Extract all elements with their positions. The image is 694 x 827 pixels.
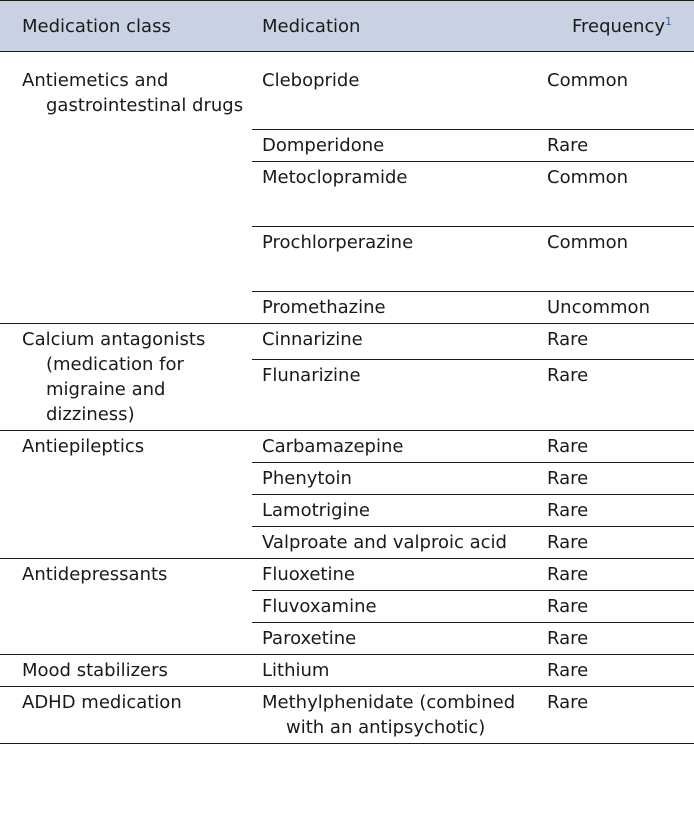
frequency-cell: Rare xyxy=(537,527,694,559)
medication-cell: Promethazine xyxy=(252,292,537,324)
medication-cell xyxy=(252,687,537,744)
medication-cell: Phenytoin xyxy=(252,463,537,495)
header-row xyxy=(0,1,694,52)
medication-label: Methylphenidate (combined with an antipsychotic) xyxy=(262,692,516,738)
medication-cell: Fluoxetine xyxy=(252,559,537,591)
table-row xyxy=(0,687,694,744)
class-cell xyxy=(0,52,252,324)
frequency-cell: Rare xyxy=(537,591,694,623)
frequency-cell: Common xyxy=(537,227,694,292)
class-cell xyxy=(0,687,252,744)
medication-cell: Lithium xyxy=(252,655,537,687)
class-cell xyxy=(0,324,252,431)
header-frequency-label: Frequency xyxy=(572,15,665,37)
medication-cell: Flunarizine xyxy=(252,360,537,431)
medication-cell: Lamotrigine xyxy=(252,495,537,527)
table-row xyxy=(0,559,694,591)
medication-cell: Domperidone xyxy=(252,130,537,162)
frequency-cell: Rare xyxy=(537,130,694,162)
class-label: Antidepressants xyxy=(22,564,168,585)
frequency-footnote-marker: 1 xyxy=(665,14,672,28)
table-header xyxy=(0,1,694,52)
class-label: Antiepileptics xyxy=(22,436,145,457)
table-row xyxy=(0,655,694,687)
table-row xyxy=(0,431,694,463)
frequency-cell: Rare xyxy=(537,463,694,495)
frequency-cell: Rare xyxy=(537,559,694,591)
header-medication-class: Medication class xyxy=(0,1,252,52)
class-cell xyxy=(0,559,252,655)
frequency-cell: Rare xyxy=(537,495,694,527)
frequency-cell: Uncommon xyxy=(537,292,694,324)
header-frequency xyxy=(537,1,694,52)
header-medication: Medication xyxy=(252,1,537,52)
table-row xyxy=(0,324,694,360)
class-label: ADHD medication xyxy=(22,692,182,713)
table-row xyxy=(0,52,694,130)
frequency-cell: Rare xyxy=(537,655,694,687)
class-label: Antiemetics and gastrointestinal drugs xyxy=(22,70,244,116)
medication-cell: Clebopride xyxy=(262,70,360,91)
frequency-cell: Rare xyxy=(537,687,694,744)
frequency-cell: Common xyxy=(537,162,694,227)
class-label: Mood stabilizers xyxy=(22,660,168,681)
medication-cell: Prochlorperazine xyxy=(252,227,537,292)
medication-cell: Fluvoxamine xyxy=(252,591,537,623)
medication-cell: Metoclopramide xyxy=(252,162,537,227)
frequency-cell: Rare xyxy=(537,360,694,431)
table-body xyxy=(0,52,694,744)
medication-cell: Cinnarizine xyxy=(252,324,537,360)
frequency-cell: Rare xyxy=(537,623,694,655)
class-label: Calcium antagonists (medication for migraine and dizziness) xyxy=(22,329,206,425)
medication-cell: Carbamazepine xyxy=(252,431,537,463)
frequency-cell: Common xyxy=(547,70,629,91)
class-cell xyxy=(0,431,252,559)
medication-cell: Valproate and valproic acid xyxy=(252,527,537,559)
frequency-cell: Rare xyxy=(537,431,694,463)
class-cell xyxy=(0,655,252,687)
medication-cell: Paroxetine xyxy=(252,623,537,655)
frequency-cell: Rare xyxy=(537,324,694,360)
